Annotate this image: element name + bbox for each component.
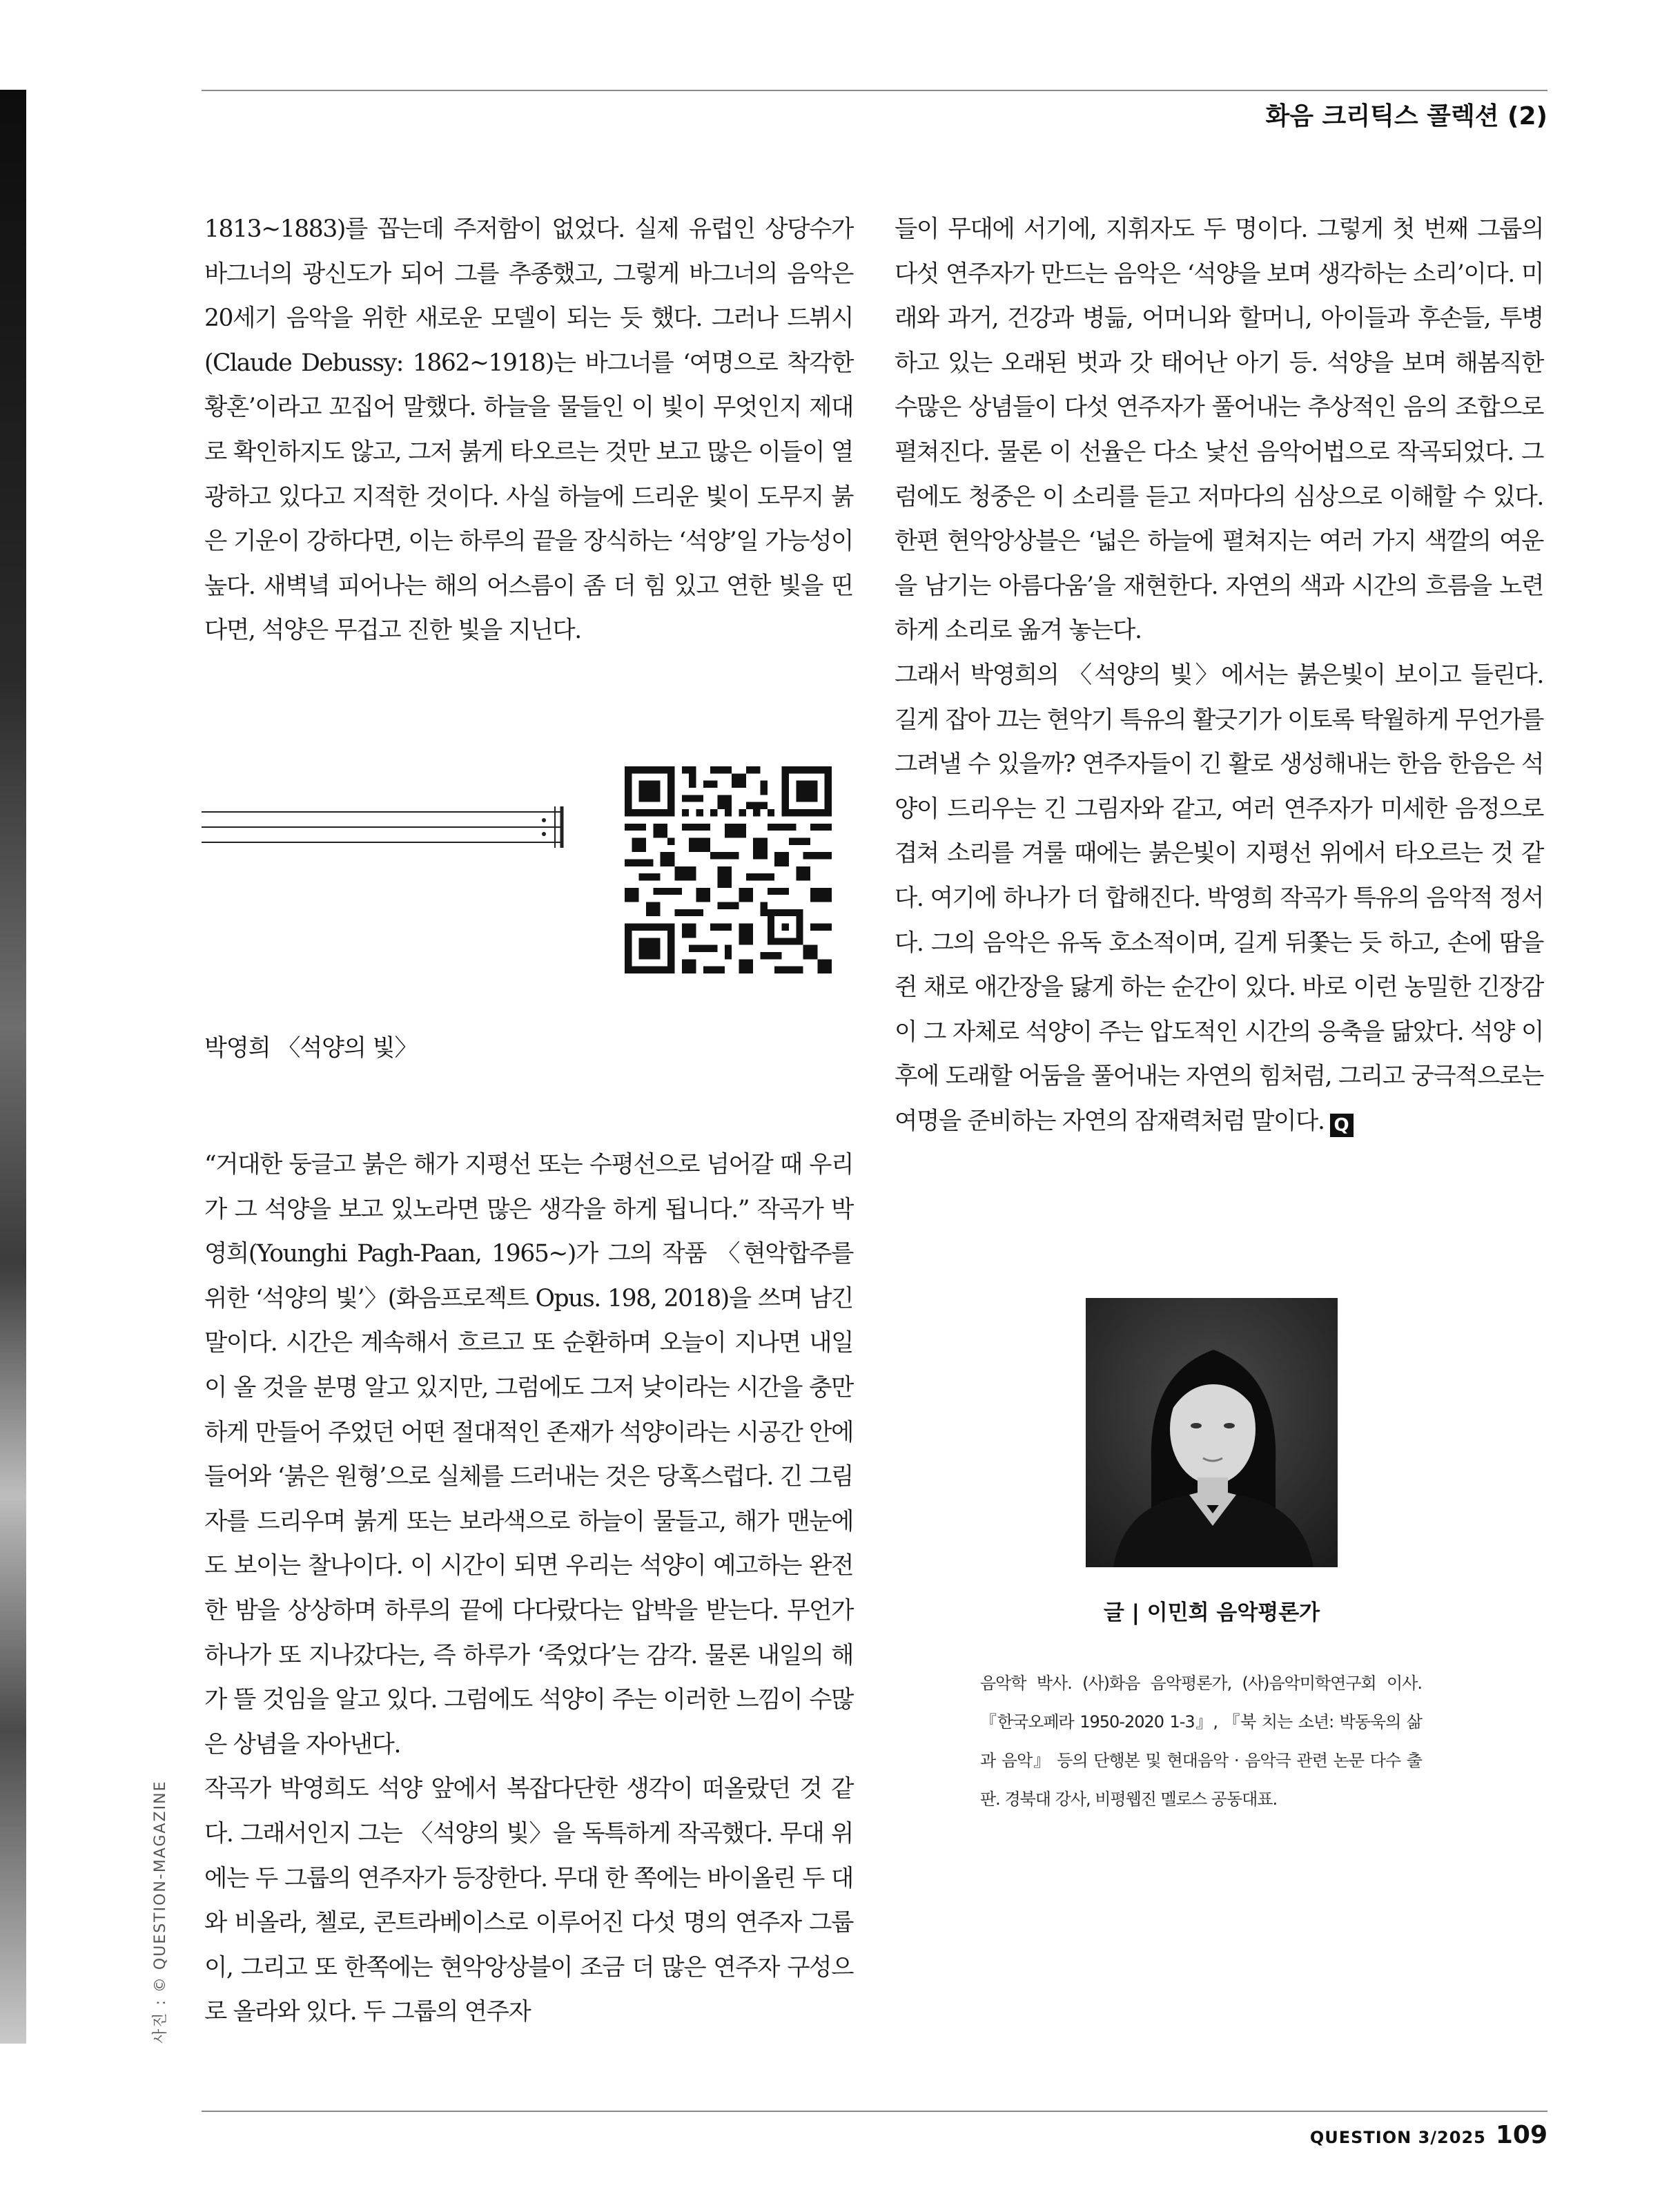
author-name: 글 | 이민희 음악평론가 (1103, 1600, 1320, 1625)
header-rule (202, 90, 1547, 91)
photo-credit: 사진 : © QUESTION-MAGAZINE (152, 1780, 169, 2044)
paragraph: 들이 무대에 서기에, 지휘자도 두 명이다. 그렇게 첫 번째 그룹의 다섯 연주자가 만드는 음악은 ‘석양을 보며 생각하는 소리’이다. 미래와 과거, 건강과 병듦, 어머니와 할머니, 아이들과 후손들, 투병하고 있는 오래된 벗과 갓 태어난 아기 등. 석양을 보며 해봄직한 수많은 상념들이 다섯 연주자가 풀어내는 추상적인 음의 조합으로 펼쳐진다. 물론 이 선율은 다소 낯선 음악어법으로 작곡되었다. 그럼에도 청중은 이 소리를 듣고 저마다의 심상으로 이해할 수 있다. 한편 현악앙상블은 ‘넓은 하늘에 펼쳐지는 여러 가지 색깔의 여운을 남기는 아름다움’을 재현한다. 자연의 색과 시간의 흐름을 노련하게 소리로 옮겨 놓는다. (895, 215, 1543, 645)
paragraph: 작곡가 박영희도 석양 앞에서 복잡다단한 생각이 떠올랐던 것 같다. 그래서인지 그는 〈석양의 빛〉을 독특하게 작곡했다. 무대 위에는 두 그룹의 연주자가 등장한다. 무대 한 쪽에는 바이올린 두 대와 비올라, 첼로, 콘트라베이스로 이루어진 다섯 명의 연주자 그룹이, 그리고 또 한쪽에는 현악앙상블이 조금 더 많은 연주자 구성으로 올라와 있다. 두 그룹의 연주자 (204, 1775, 853, 2026)
music-staff-graphic (202, 806, 567, 848)
paragraph: “거대한 둥글고 붉은 해가 지평선 또는 수평선으로 넘어갈 때 우리가 그 석양을 보고 있노라면 많은 생각을 하게 됩니다.” 작곡가 박영희(Younghi Pagh-Paan, 1965~)가 그의 작품 〈현악합주를 위한 ‘석양의 빛’〉(화음프로젝트 Opus. 198, 2018)을 쓰며 남긴 말이다. 시간은 계속해서 흐르고 또 순환하며 오늘이 지나면 내일이 올 것을 분명 알고 있지만, 그럼에도 그저 낮이라는 시간을 충만하게 만들어 주었던 어떤 절대적인 존재가 석양이라는 시공간 안에 들어와 ‘붉은 원형’으로 실체를 드러내는 것은 당혹스럽다. 긴 그림자를 드리우며 붉게 또는 보라색으로 하늘이 물들고, 해가 맨눈에도 보이는 찰나이다. 이 시간이 되면 우리는 석양이 예고하는 완전한 밤을 상상하며 하루의 끝에 다다랐다는 압박을 받는다. 무언가 하나가 또 지나갔다는, 즉 하루가 ‘죽었다’는 감각. 물론 내일의 해가 뜰 것임을 알고 있다. 그럼에도 석양이 주는 이러한 느낌이 수많은 상념을 자아낸다. (204, 1151, 853, 1758)
paragraph: 1813~1883)를 꼽는데 주저함이 없었다. 실제 유럽인 상당수가 바그너의 광신도가 되어 그를 추종했고, 그렇게 바그너의 음악은 20세기 음악을 위한 새로운 모델이 되는 듯 했다. 그러나 드뷔시(Claude Debussy: 1862~1918)는 바그너를 ‘여명으로 착각한 황혼’이라고 꼬집어 말했다. 하늘을 물들인 이 빛이 무엇인지 제대로 확인하지도 않고, 그저 붉게 타오르는 것만 보고 많은 이들이 열광하고 있다고 지적한 것이다. 사실 하늘에 드리운 빛이 도무지 붉은 기운이 강하다면, 이는 하루의 끝을 장식하는 ‘석양’일 가능성이 높다. 새벽녘 피어나는 해의 어스름이 좀 더 힘 있고 연한 빛을 띤다면, 석양은 무겁고 진한 빛을 지닌다. (204, 215, 853, 645)
end-mark-icon: Q (1330, 1114, 1354, 1137)
background-photo-edge (0, 90, 26, 2044)
section-title: 화음 크리틱스 콜렉션 (2) (1265, 102, 1547, 130)
magazine-issue: QUESTION 3/2025 (1309, 2128, 1486, 2147)
article-column-left-bottom (204, 1143, 853, 2035)
article-column-right (895, 207, 1543, 1143)
footer-rule (202, 2111, 1547, 2112)
paragraph (895, 653, 1543, 1144)
page-number: 109 (1495, 2121, 1547, 2149)
footer (1310, 2121, 1547, 2149)
author-bio: 음악학 박사. (사)화음 음악평론가, (사)음악미학연구회 이사. 『한국오페라 1950-2020 1-3』, 『북 치는 소년: 박동욱의 삶과 음악』 등의 단행본 및 현대음악 · 음악극 관련 논문 다수 출판. 경북대 강사, 비평웹진 멜로스 공동대표. (980, 1674, 1422, 1809)
paragraph-text: 그래서 박영희의 〈석양의 빛〉에서는 붉은빛이 보이고 들린다. 길게 잡아 끄는 현악기 특유의 활긋기가 이토록 탁월하게 무언가를 그려낼 수 있을까? 연주자들이 긴 활로 생성해내는 한음 한음은 석양이 드리우는 긴 그림자와 같고, 여러 연주자가 미세한 음정으로 겹쳐 소리를 겨룰 때에는 붉은빛이 지평선 위에서 타오르는 것 같다. 여기에 하나가 더 합해진다. 박영희 작곡가 특유의 음악적 정서다. 그의 음악은 유독 호소적이며, 길게 뒤쫓는 듯 하고, 손에 땀을 쥔 채로 애간장을 닳게 하는 순간이 있다. 바로 이런 농밀한 긴장감이 그 자체로 석양이 주는 압도적인 시간의 응축을 닮았다. 석양 이후에 도래할 어둠을 풀어내는 자연의 힘처럼, 그리고 궁극적으로는 여명을 준비하는 자연의 잠재력처럼 말이다. (895, 661, 1543, 1135)
qr-code (625, 766, 832, 973)
piece-title: 박영희 〈석양의 빛〉 (204, 1034, 418, 1062)
author-portrait (1086, 1298, 1338, 1567)
article-column-left-top (204, 207, 853, 653)
